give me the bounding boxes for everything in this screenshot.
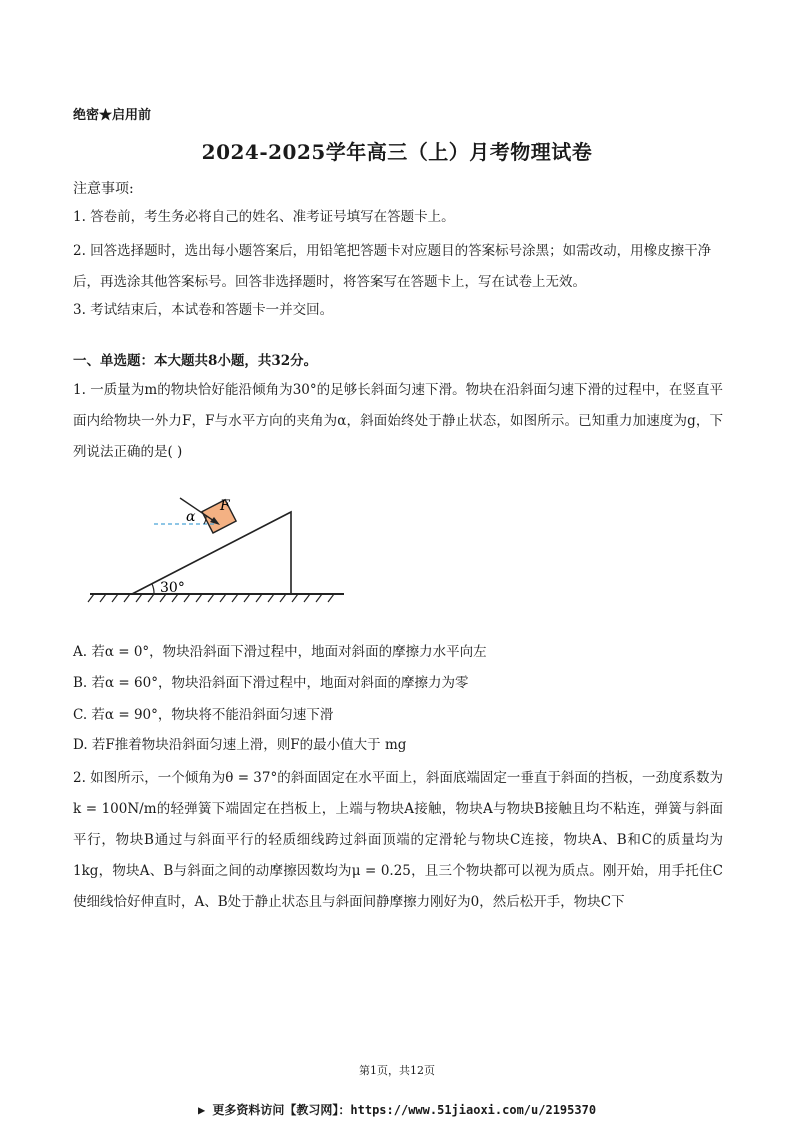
- force-label: F: [220, 498, 230, 514]
- page-title: 2024-2025学年高三（上）月考物理试卷: [201, 140, 593, 164]
- notice-item-3: 3. 考试结束后，本试卷和答题卡一并交回。: [73, 302, 334, 318]
- notice-heading: 注意事项:: [73, 181, 134, 197]
- notice-item-2: 2. 回答选择题时，选出每小题答案后，用铅笔把答题卡对应题目的答案标号涂黑；如需改动，用橡皮擦干净后，再选涂其他答案标号。回答非选择题时，将答案写在答题卡上，写在试卷上无效。: [73, 243, 712, 290]
- promo-link[interactable]: ▶ 更多资料访问【教习网】：https://www.51jiaoxi.com/u/2195370: [197, 1103, 597, 1117]
- ground-hatching: [88, 594, 334, 602]
- question-1-option-d: D. 若F推着物块沿斜面匀速上滑，则F的最小值大于 mg: [73, 737, 407, 753]
- question-1-option-b: B. 若α = 60°，物块沿斜面下滑过程中，地面对斜面的摩擦力为零: [73, 675, 469, 691]
- section-heading: 一、单选题：本大题共8小题，共32分。: [73, 353, 318, 369]
- question-1-stem: 1. 一质量为m的物块恰好能沿倾角为30°的足够长斜面匀速下滑。物块在沿斜面匀速下滑的过程中，在竖直平面内给物块一外力F，F与水平方向的夹角为α，斜面始终处于静止状态，如图所示。已知重力加速度为g，下列说法正确的是( ): [73, 382, 723, 460]
- incline-angle-label: 30°: [160, 580, 185, 596]
- force-angle-label: α: [186, 509, 196, 525]
- secret-label: 绝密★启用前: [73, 108, 152, 123]
- notice-item-1: 1. 答卷前，考生务必将自己的姓名、准考证号填写在答题卡上。: [73, 209, 455, 225]
- question-2-stem: 2. 如图所示，一个倾角为θ = 37°的斜面固定在水平面上，斜面底端固定一垂直于斜面的挡板，一劲度系数为k = 100N/m的轻弹簧下端固定在挡板上，上端与物块A接触，物块A与物块B接触且均不粘连，弹簧与斜面平行，物块B通过与斜面平行的轻质细线跨过斜面顶端的定滑轮与物块C连接，物块A、B和C的质量均为1kg，物块A、B与斜面之间的动摩擦因数均为μ = 0.25，且三个物块都可以视为质点。刚开始，用手托住C使细线恰好伸直时，A、B处于静止状态且与斜面间静摩擦力刚好为0，然后松开手，物块C下: [73, 770, 723, 910]
- incline-angle-arc: [152, 584, 154, 594]
- page-number: 第1页，共12页: [359, 1064, 435, 1077]
- question-1-option-c: C. 若α = 90°，物块将不能沿斜面匀速下滑: [73, 707, 334, 723]
- incline-diagram: [86, 488, 356, 608]
- question-1-option-a: A. 若α = 0°，物块沿斜面下滑过程中，地面对斜面的摩擦力水平向左: [73, 644, 487, 660]
